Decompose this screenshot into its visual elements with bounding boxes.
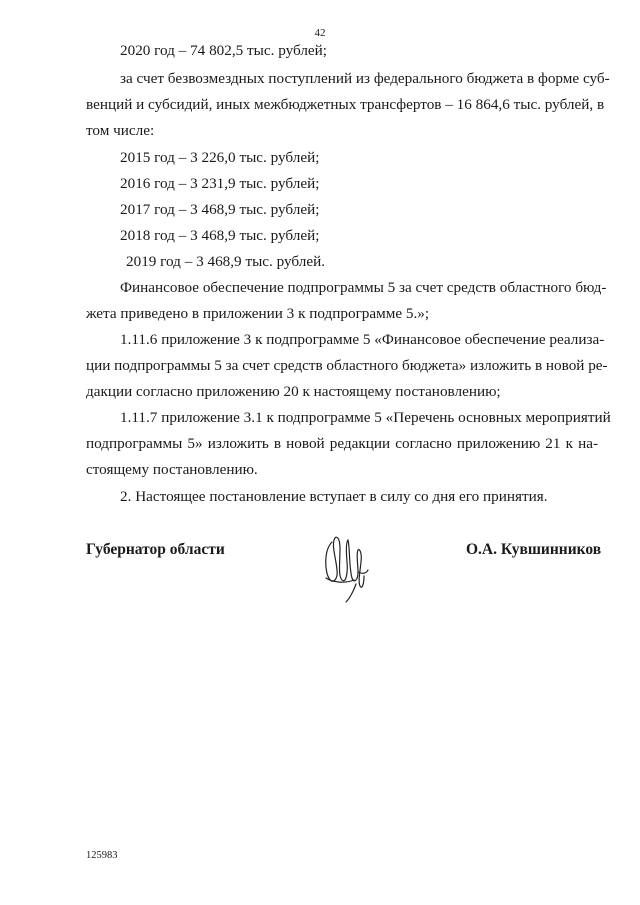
text-line: 2017 год – 3 468,9 тыс. рублей; bbox=[120, 201, 320, 218]
text-line: 2. Настоящее постановление вступает в силу со дня его принятия. bbox=[120, 488, 548, 505]
text-line: 2015 год – 3 226,0 тыс. рублей; bbox=[120, 149, 320, 166]
text-line: Финансовое обеспечение подпрограммы 5 за счет средств областного бюд- bbox=[120, 279, 607, 296]
text-line: 2018 год – 3 468,9 тыс. рублей; bbox=[120, 227, 320, 244]
page-number: 42 bbox=[314, 27, 326, 39]
signatory-position: Губернатор области bbox=[86, 541, 225, 558]
text-line: за счет безвозмездных поступлений из федерального бюджета в форме суб- bbox=[120, 70, 610, 87]
signatory-name: О.А. Кувшинников bbox=[466, 541, 602, 558]
text-line: 2019 год – 3 468,9 тыс. рублей. bbox=[126, 253, 326, 270]
text-line: 2020 год – 74 802,5 тыс. рублей; bbox=[120, 42, 328, 59]
handwritten-signature bbox=[318, 528, 374, 604]
document-code: 125983 bbox=[86, 850, 118, 861]
text-line: дакции согласно приложению 20 к настоящему постановлению; bbox=[86, 383, 501, 400]
text-line: 2016 год – 3 231,9 тыс. рублей; bbox=[120, 175, 320, 192]
text-line: венций и субсидий, иных межбюджетных трансфертов – 16 864,6 тыс. рублей, в bbox=[86, 96, 605, 113]
text-line: подпрограммы 5» изложить в новой редакции согласно приложению 21 к на- bbox=[86, 435, 598, 452]
text-line: ции подпрограммы 5 за счет средств областного бюджета» изложить в новой ре- bbox=[86, 357, 608, 374]
text-line: 1.11.6 приложение 3 к подпрограмме 5 «Финансовое обеспечение реализа- bbox=[120, 331, 605, 348]
text-line: жета приведено в приложении 3 к подпрограмме 5.»; bbox=[86, 305, 430, 322]
text-line: стоящему постановлению. bbox=[86, 461, 258, 478]
text-line: том числе: bbox=[86, 122, 155, 139]
text-line: 1.11.7 приложение 3.1 к подпрограмме 5 «Перечень основных мероприятий bbox=[120, 409, 611, 426]
